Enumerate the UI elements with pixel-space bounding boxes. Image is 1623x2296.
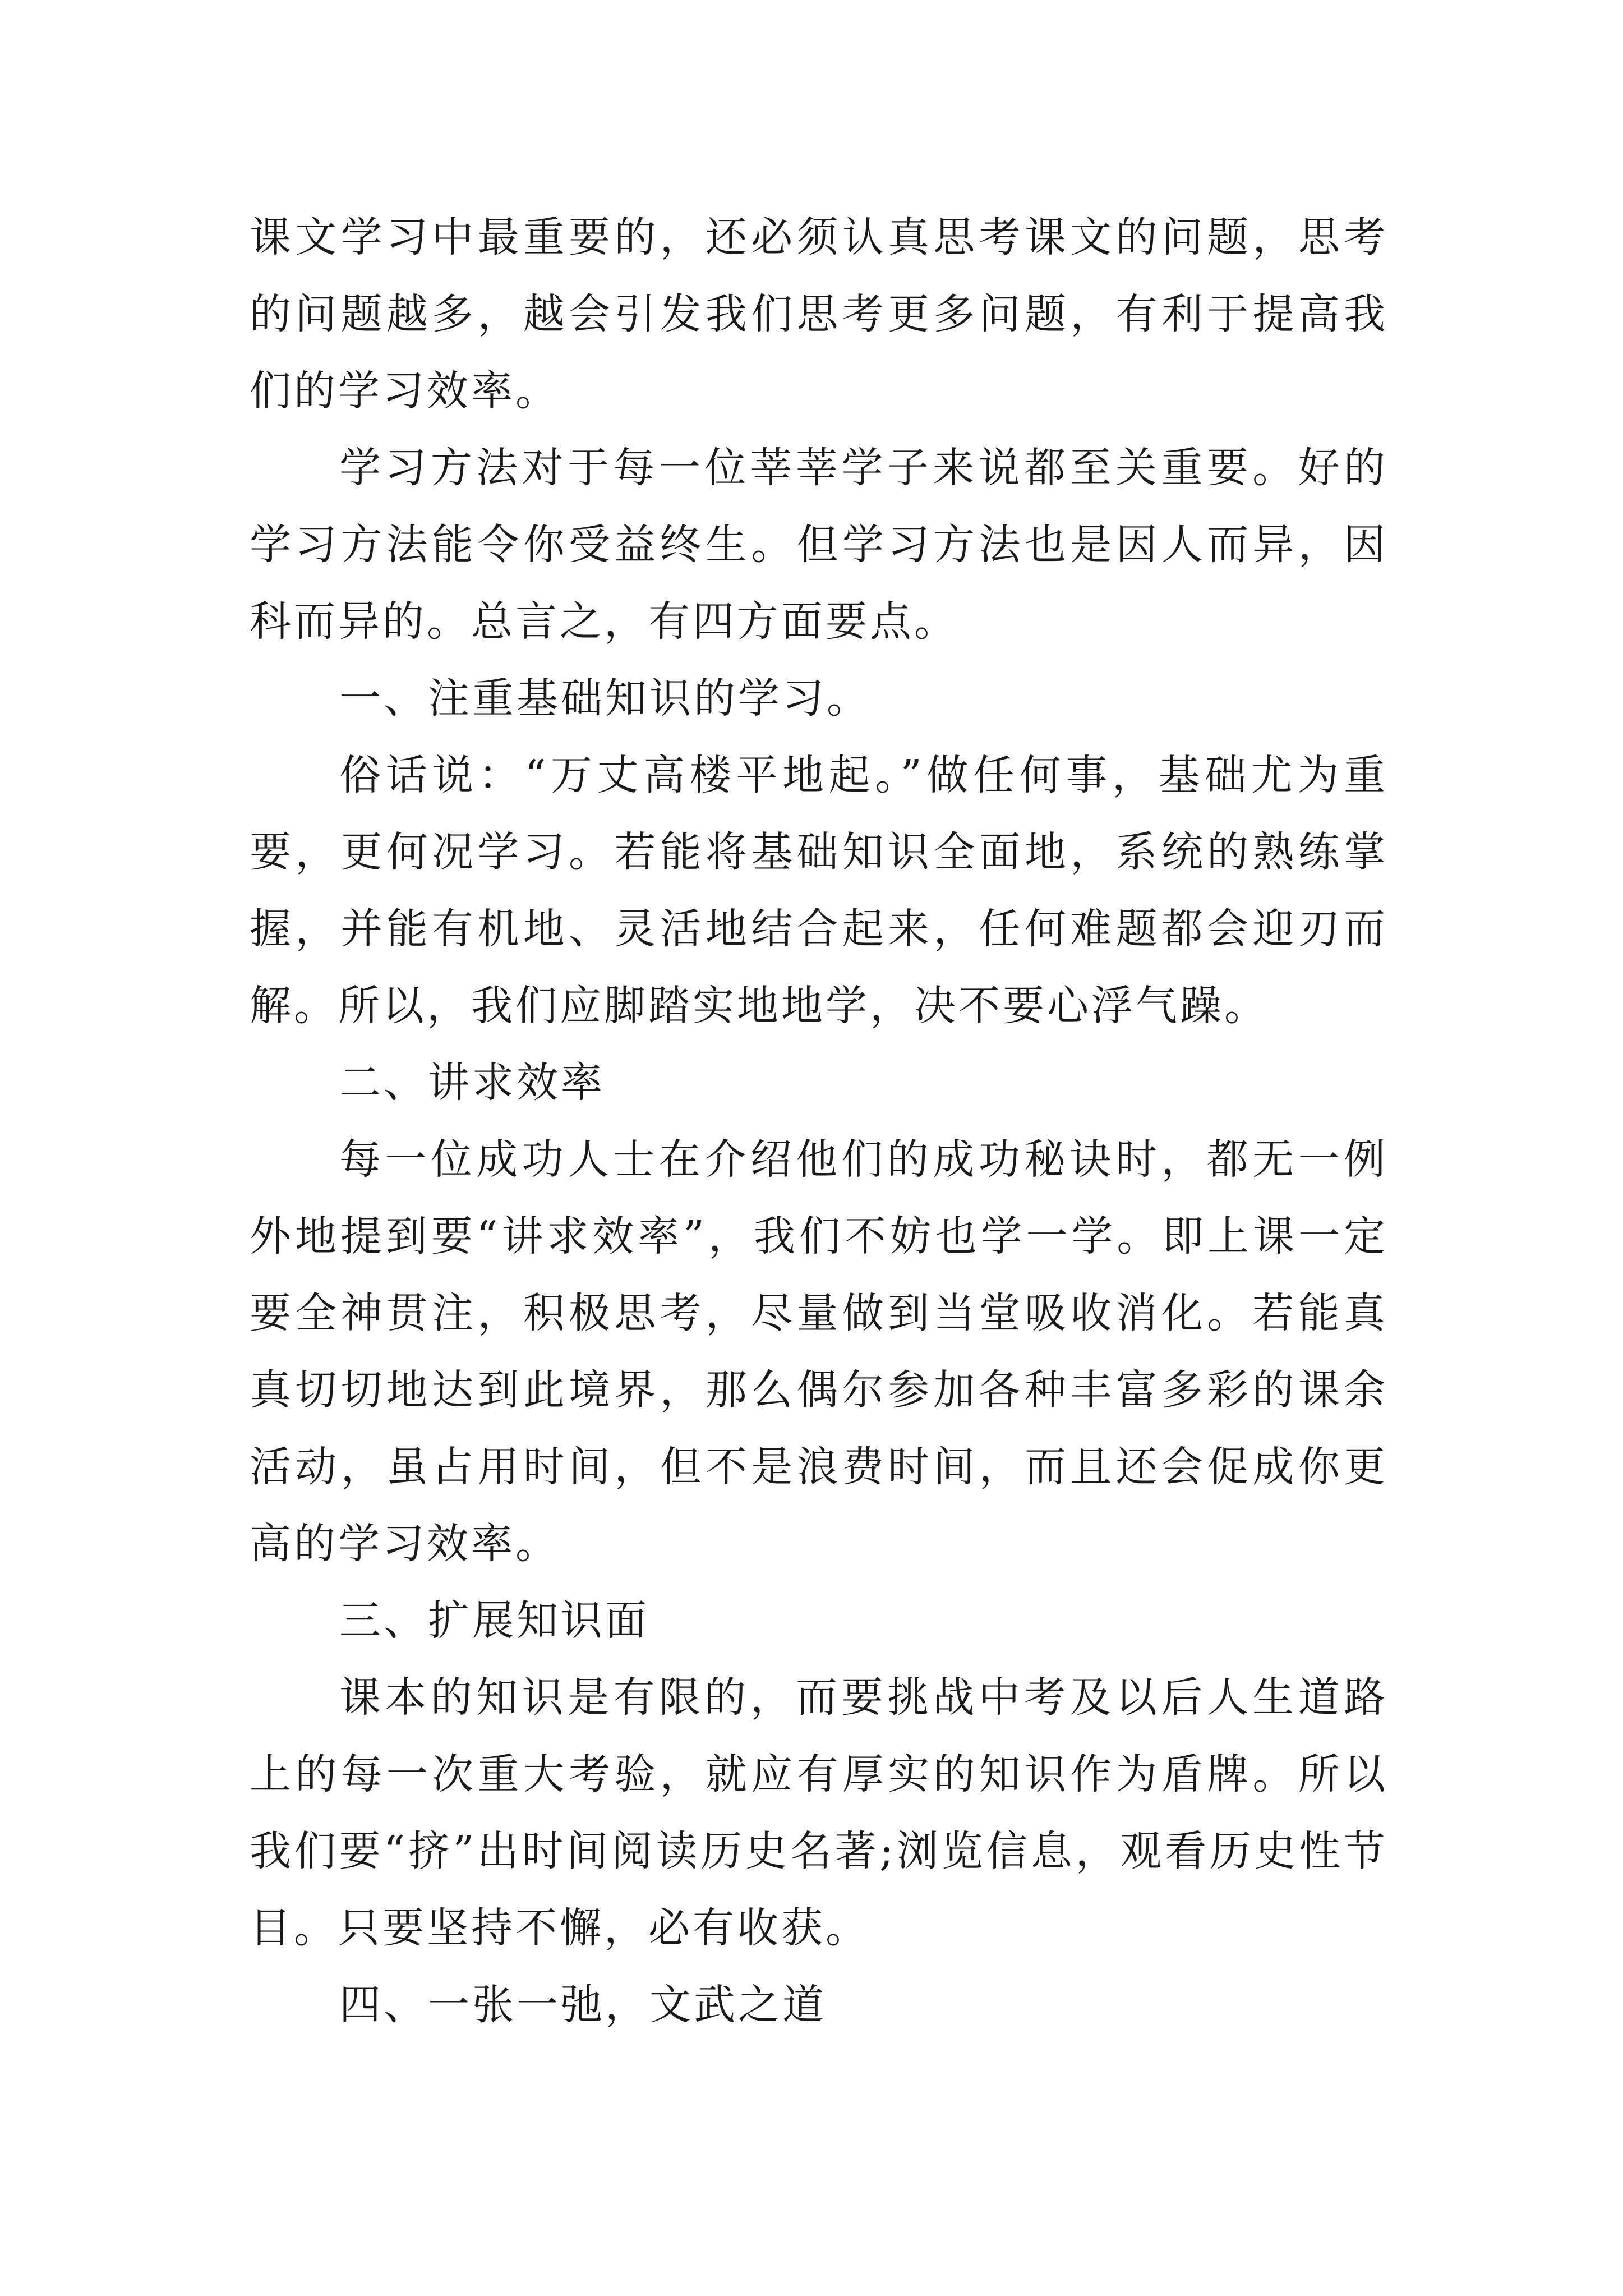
body-text: [250, 199, 1388, 2044]
paragraph-knowledge: 课本的知识是有限的，而要挑战中考及以后人生道路上的每一次重大考验，就应有厚实的知识作为盾牌。所以我们要“挤”出时间阅读历史名著;浏览信息，观看历史性节目。只要坚持不懈，必有收获。: [250, 1673, 1388, 1952]
paragraph-intro: 学习方法对于每一位莘莘学子来说都至关重要。好的学习方法能令你受益终生。但学习方法也是因人而异，因科而异的。总言之，有四方面要点。: [250, 444, 1388, 646]
paragraph-efficiency: 每一位成功人士在介绍他们的成功秘诀时，都无一例外地提到要“讲求效率”，我们不妨也学一学。即上课一定要全神贯注，积极思考，尽量做到当堂吸收消化。若能真真切切地达到此境界，那么偶尔参加各种丰富多彩的课余活动，虽占用时间，但不是浪费时间，而且还会促成你更高的学习效率。: [250, 1135, 1388, 1568]
section-heading-4: 四、一张一弛，文武之道: [339, 1981, 827, 2029]
paragraph-basics: 俗话说：“万丈高楼平地起。”做任何事，基础尤为重要，更何况学习。若能将基础知识全面地，系统的熟练掌握，并能有机地、灵活地结合起来，任何难题都会迎刃而解。所以，我们应脚踏实地地学，决不要心浮气躁。: [250, 751, 1388, 1030]
paragraph-continuation: 课文学习中最重要的，还必须认真思考课文的问题，思考的问题越多，越会引发我们思考更多问题，有利于提高我们的学习效率。: [250, 213, 1388, 415]
section-heading-3: 三、扩展知识面: [339, 1596, 649, 1645]
section-heading-2: 二、讲求效率: [339, 1059, 605, 1107]
section-heading-1: 一、注重基础知识的学习。: [339, 674, 871, 723]
